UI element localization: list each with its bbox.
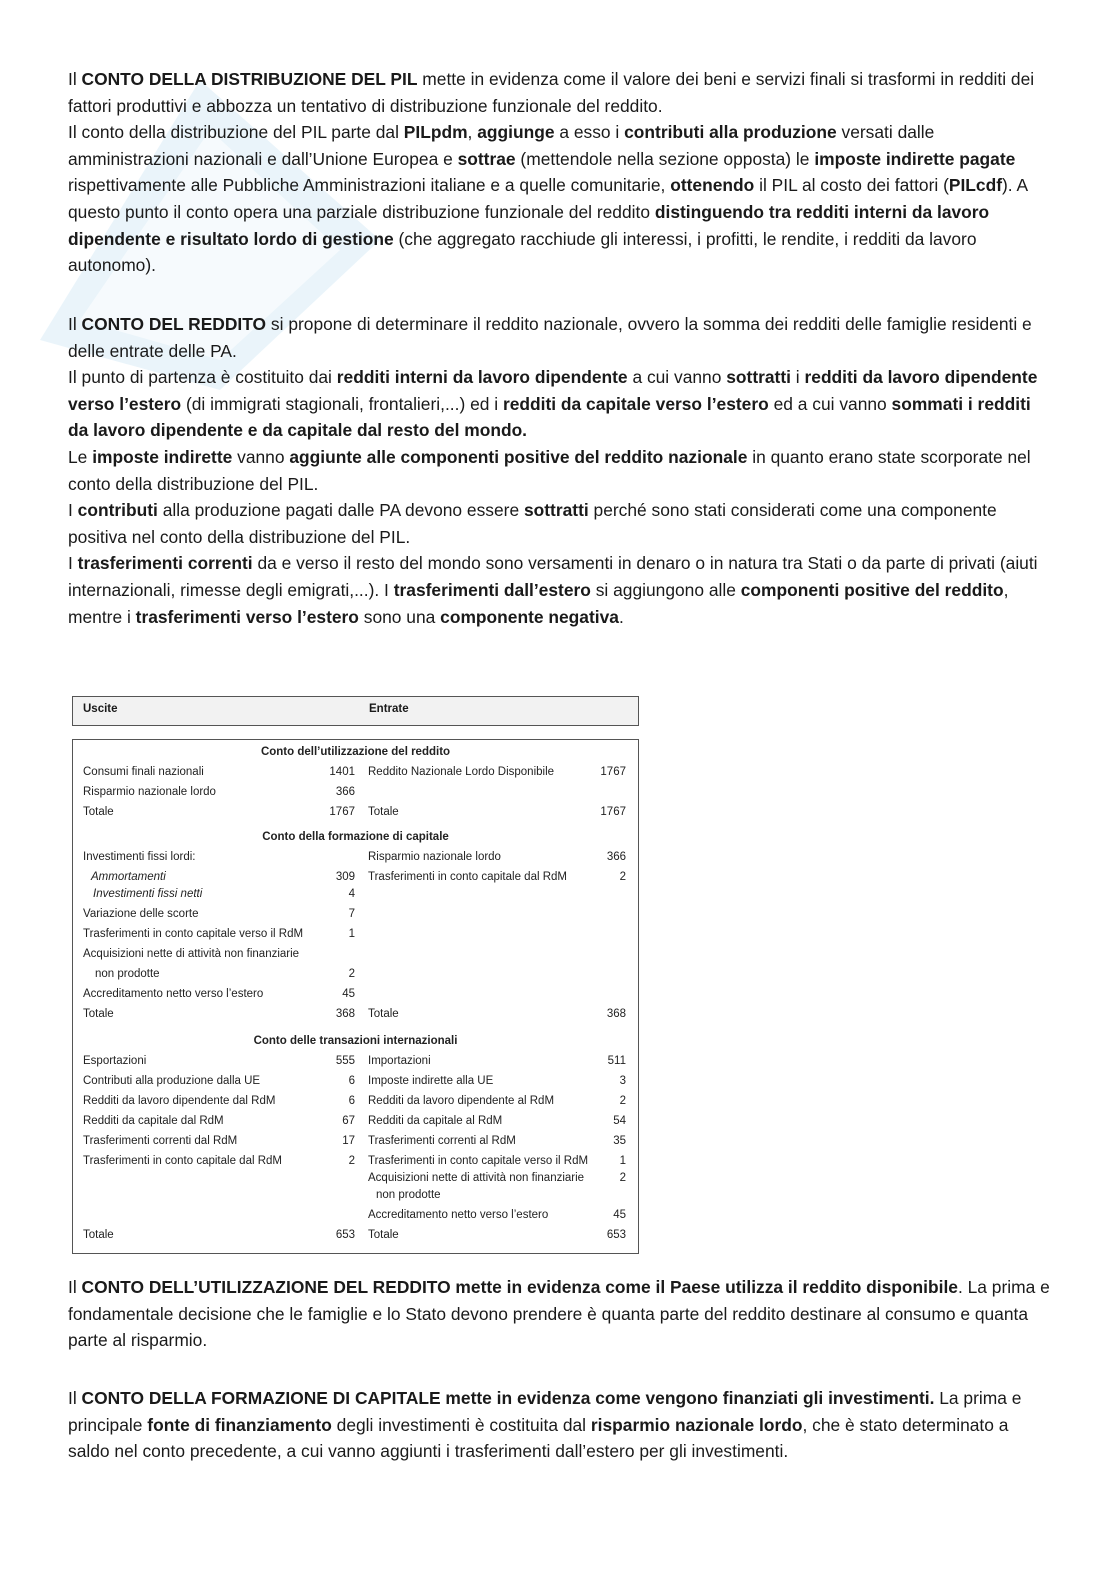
row-right-value: 2 — [619, 1095, 626, 1107]
row-left-label: Consumi finali nazionali — [83, 766, 204, 778]
table-header — [72, 696, 639, 726]
row-right-label: Totale — [368, 1008, 399, 1020]
row-right-value: 368 — [606, 1008, 626, 1020]
row-left-value: 6 — [348, 1095, 355, 1107]
row-right-value: 366 — [606, 851, 626, 863]
header-uscite: Uscite — [83, 703, 118, 715]
row-left-label: Ammortamenti — [91, 871, 166, 883]
row-left-value: 17 — [342, 1135, 355, 1147]
row-left-value: 6 — [348, 1075, 355, 1087]
row-right-label: Trasferimenti correnti al RdM — [368, 1135, 516, 1147]
row-left-label: Contributi alla produzione dalla UE — [83, 1075, 261, 1087]
paragraph-conto-reddito: Il CONTO DEL REDDITO si propone di determinare il reddito nazionale, ovvero la somma dei redditi delle famiglie residenti e delle entrate delle PA. Il punto di partenza è costituito dai redditi interni da lavoro dipendente a cui vanno sottratti i redditi da lavoro dipendente verso l’estero (di immigrati stagionali, frontalieri,...) ed i redditi da capitale verso l’estero ed a cui vanno sommati i redditi da lavoro dipendente e da capitale dal resto del mondo. Le imposte indirette vanno aggiunte alle componenti positive del reddito nazionale in quanto erano state scorporate nel conto della distribuzione del PIL. I contributi alla produzione pagati dalle PA devono essere sottratti perché sono stati considerati come una componente positiva nel conto della distribuzione del PIL. I trasferimenti correnti da e verso il resto del mondo sono versamenti in denaro o in natura tra Stati o da parte di privati (aiuti internazionali, rimesse degli emigrati,...). I trasferimenti dall’estero si aggiungono alle componenti positive del reddito, mentre i trasferimenti verso l’estero sono una componente negativa. — [68, 314, 1038, 627]
paragraph-distribuzione-pil: Il CONTO DELLA DISTRIBUZIONE DEL PIL mette in evidenza come il valore dei beni e servizi finali si trasformi in redditi dei fattori produttivi e abbozza un tentativo di distribuzione funzionale del reddito. Il conto della distribuzione del PIL parte dal PILpdm, aggiunge a esso i contributi alla produzione versati dalle amministrazioni nazionali e dall’Unione Europea e sottrae (mettendole nella sezione opposta) le imposte indirette pagate rispettivamente alle Pubbliche Amministrazioni italiane e a quelle comunitarie, ottenendo il PIL al costo dei fattori (PILcdf). A questo punto il conto opera una parziale distribuzione funzionale del reddito distinguendo tra redditi interni da lavoro dipendente e risultato lordo di gestione (che aggregato racchiude gli interessi, i profitti, le rendite, i redditi da lavoro autonomo). — [68, 69, 1035, 276]
header-entrate: Entrate — [369, 703, 409, 715]
section-title: Conto dell’utilizzazione del reddito — [260, 746, 451, 758]
row-left-label: Totale — [83, 1008, 114, 1020]
row-right-label: Trasferimenti in conto capitale dal RdM — [368, 871, 567, 883]
row-left-label: non prodotte — [95, 968, 160, 980]
row-left-label: Totale — [83, 806, 114, 818]
row-left-label: Esportazioni — [83, 1055, 147, 1067]
row-left-label: Trasferimenti in conto capitale dal RdM — [83, 1155, 282, 1167]
row-left-label: Redditi da lavoro dipendente dal RdM — [83, 1095, 276, 1107]
row-right-value: 35 — [613, 1135, 626, 1147]
row-right-value: 653 — [606, 1229, 626, 1241]
row-left-value: 2 — [348, 1155, 355, 1167]
row-left-value: 45 — [342, 988, 355, 1000]
row-right-label: Trasferimenti in conto capitale verso il RdM — [368, 1155, 589, 1167]
row-left-label: Totale — [83, 1229, 114, 1241]
row-left-value: 368 — [335, 1008, 355, 1020]
paragraph-formazione-capitale: Il CONTO DELLA FORMAZIONE DI CAPITALE mette in evidenza come vengono finanziati gli investimenti. La prima e principale fonte di finanziamento degli investimenti è costituita dal risparmio nazionale lordo, che è stato determinato a saldo nel conto precedente, a cui vanno aggiunti i trasferimenti dall’estero per gli investimenti. — [68, 1388, 1022, 1462]
row-right-value: 2 — [619, 871, 626, 883]
row-left-label: Risparmio nazionale lordo — [83, 786, 216, 798]
row-right-label: Imposte indirette alla UE — [368, 1075, 494, 1087]
row-left-label: Investimenti fissi lordi: — [83, 851, 196, 863]
row-left-value: 4 — [348, 888, 355, 900]
row-left-value: 653 — [335, 1229, 355, 1241]
row-right-value: 3 — [619, 1075, 626, 1087]
row-right-label: Importazioni — [368, 1055, 431, 1067]
row-right-label: Acquisizioni nette di attività non finanziarie — [368, 1172, 585, 1184]
row-right-value: 1767 — [600, 806, 626, 818]
row-left-value: 366 — [335, 786, 355, 798]
row-left-value: 67 — [342, 1115, 355, 1127]
row-right-value: 45 — [613, 1209, 626, 1221]
row-left-label: Trasferimenti correnti dal RdM — [83, 1135, 238, 1147]
row-right-label: Redditi da capitale al RdM — [368, 1115, 503, 1127]
row-right-label: Redditi da lavoro dipendente al RdM — [368, 1095, 555, 1107]
row-left-value: 309 — [335, 871, 355, 883]
row-left-value: 555 — [335, 1055, 355, 1067]
row-left-value: 2 — [348, 968, 355, 980]
row-right-value: 511 — [607, 1055, 626, 1067]
row-left-label: Variazione delle scorte — [83, 908, 199, 920]
row-right-value: 1 — [619, 1155, 626, 1167]
row-right-label: Reddito Nazionale Lordo Disponibile — [368, 766, 555, 778]
row-right-label: Totale — [368, 1229, 399, 1241]
row-left-value: 1401 — [329, 766, 355, 778]
row-right-value: 54 — [613, 1115, 626, 1127]
paragraph-utilizzazione-reddito: Il CONTO DELL’UTILIZZAZIONE DEL REDDITO mette in evidenza come il Paese utilizza il reddito disponibile. La prima e fondamentale decisione che le famiglie e lo Stato devono prendere è quanta parte del reddito destinare al consumo e quanta parte al risparmio. — [68, 1277, 1050, 1351]
row-left-label: Acquisizioni nette di attività non finanziarie — [83, 948, 300, 960]
row-left-label: Accreditamento netto verso l’estero — [83, 988, 264, 1000]
row-left-value: 1767 — [329, 806, 355, 818]
row-left-label: Investimenti fissi netti — [93, 888, 203, 900]
section-title: Conto delle transazioni internazionali — [253, 1035, 458, 1047]
row-left-label: Trasferimenti in conto capitale verso il RdM — [83, 928, 304, 940]
row-right-label: Risparmio nazionale lordo — [368, 851, 501, 863]
row-left-label: Redditi da capitale dal RdM — [83, 1115, 224, 1127]
section-title: Conto della formazione di capitale — [262, 831, 449, 843]
accounts-table — [72, 739, 639, 1254]
row-right-value: 1767 — [600, 766, 626, 778]
row-right-label: Accreditamento netto verso l’estero — [368, 1209, 549, 1221]
row-left-value: 7 — [348, 908, 355, 920]
row-right-label: non prodotte — [376, 1189, 441, 1201]
row-right-label: Totale — [368, 806, 399, 818]
row-left-value: 1 — [348, 928, 355, 940]
row-right-value: 2 — [619, 1172, 626, 1184]
